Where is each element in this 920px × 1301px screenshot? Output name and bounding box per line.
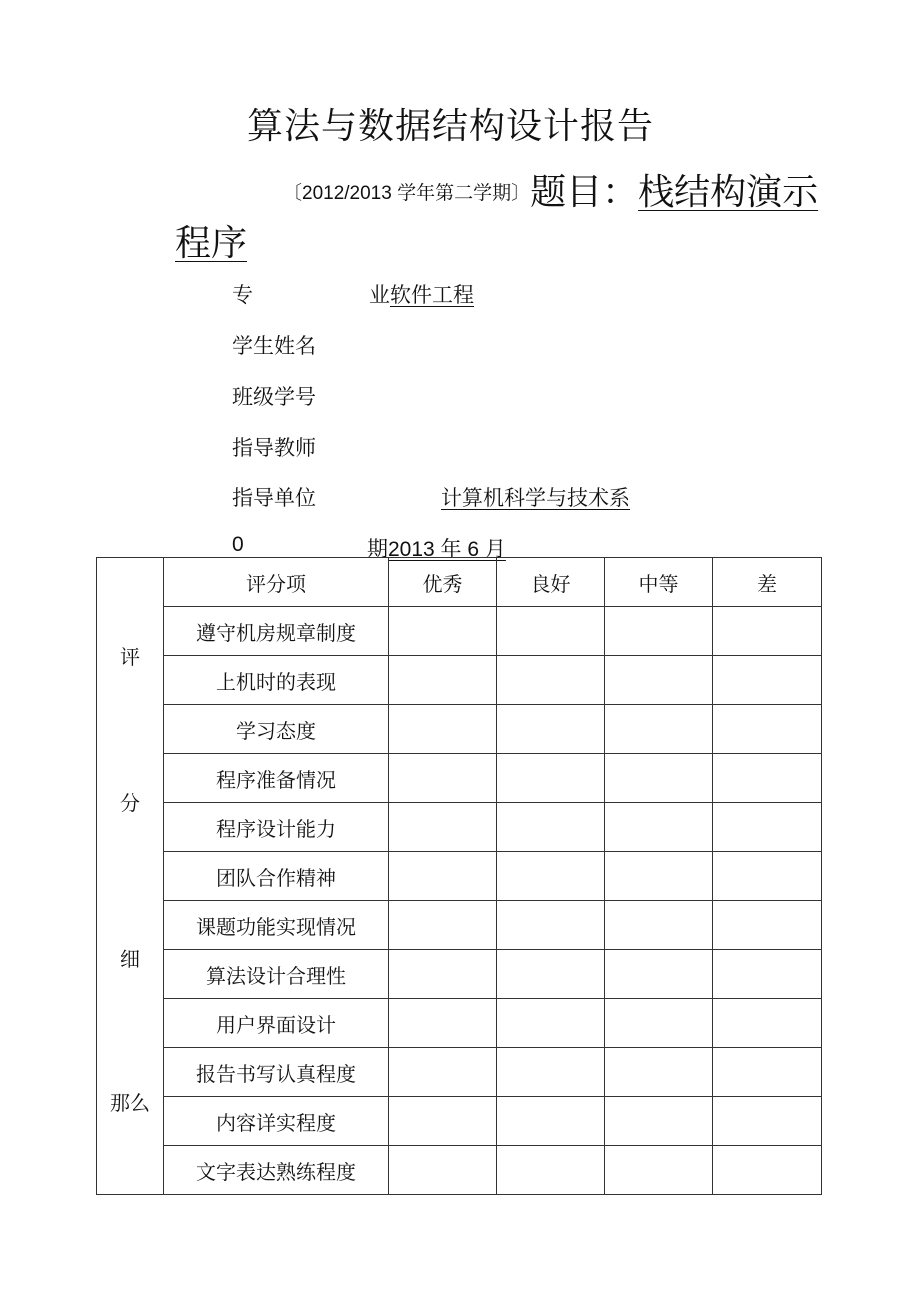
grade-cell-poor[interactable] [713,656,822,705]
grade-cell-medium[interactable] [605,950,713,999]
grade-cell-excellent[interactable] [389,950,497,999]
unit-label: 指导单位 [232,486,316,510]
header-cell-good: 良好 [497,558,605,607]
criterion-cell: 用户界面设计 [164,999,389,1048]
side-label-char: 分 [120,791,140,815]
table-row [97,852,822,901]
grade-cell-poor[interactable] [713,803,822,852]
grade-cell-good[interactable] [497,803,605,852]
criterion-cell: 学习态度 [164,705,389,754]
grade-cell-poor[interactable] [713,705,822,754]
table-row [97,705,822,754]
criterion-cell: 文字表达熟练程度 [164,1146,389,1195]
grade-cell-poor[interactable] [713,1097,822,1146]
grade-cell-good[interactable] [497,656,605,705]
date-value: 2013 年 6 月 [388,538,506,561]
advisor-label: 指导教师 [232,436,316,460]
criterion-cell: 程序设计能力 [164,803,389,852]
table-row [97,1048,822,1097]
major-label-b: 业 [369,283,390,307]
criterion-cell: 团队合作精神 [164,852,389,901]
grade-cell-medium[interactable] [605,1048,713,1097]
topic-value-continued: 程序 [175,223,248,264]
header-cell-medium: 中等 [605,558,713,607]
side-label-cell [97,558,164,1195]
student-name-label: 学生姓名 [232,334,316,358]
major-label-a: 专 [232,283,253,307]
grade-cell-good[interactable] [497,950,605,999]
grade-cell-medium[interactable] [605,901,713,950]
table-row [97,656,822,705]
grade-cell-good[interactable] [497,1097,605,1146]
criterion-cell: 报告书写认真程度 [164,1048,389,1097]
grade-cell-poor[interactable] [713,1146,822,1195]
table-row [97,754,822,803]
header-cell-excellent: 优秀 [389,558,497,607]
criterion-cell: 上机时的表现 [164,656,389,705]
grade-cell-good[interactable] [497,1048,605,1097]
grade-cell-good[interactable] [497,901,605,950]
side-label-char: 评 [120,645,140,669]
criterion-cell: 内容详实程度 [164,1097,389,1146]
table-row [97,901,822,950]
topic-label: 题目： [530,172,639,213]
grade-cell-poor[interactable] [713,754,822,803]
side-label-char: 那么 [110,1091,150,1115]
grade-cell-excellent[interactable] [389,1097,497,1146]
grade-cell-excellent[interactable] [389,901,497,950]
grade-cell-medium[interactable] [605,607,713,656]
major-value: 软件工程 [390,283,474,307]
side-label-char: 细 [120,947,140,971]
grade-cell-excellent[interactable] [389,705,497,754]
grade-cell-medium[interactable] [605,1146,713,1195]
academic-year: 〔2012/2013 学年第二学期〕 [283,183,531,204]
grade-cell-poor[interactable] [713,852,822,901]
grade-cell-excellent[interactable] [389,656,497,705]
grade-cell-medium[interactable] [605,656,713,705]
criterion-cell: 程序准备情况 [164,754,389,803]
report-title: 算法与数据结构设计报告 [247,106,655,147]
grade-cell-excellent[interactable] [389,999,497,1048]
criterion-cell: 课题功能实现情况 [164,901,389,950]
grade-cell-good[interactable] [497,754,605,803]
table-row [97,950,822,999]
topic-value: 栈结构演示 [638,172,819,213]
header-cell-item: 评分项 [164,558,389,607]
grade-cell-poor[interactable] [713,1048,822,1097]
unit-value: 计算机科学与技术系 [441,486,630,510]
grade-cell-poor[interactable] [713,607,822,656]
criterion-cell: 遵守机房规章制度 [164,607,389,656]
subtitle-line [283,164,818,215]
grade-cell-medium[interactable] [605,852,713,901]
grade-cell-excellent[interactable] [389,607,497,656]
grade-cell-medium[interactable] [605,754,713,803]
grade-cell-excellent[interactable] [389,754,497,803]
grade-cell-poor[interactable] [713,950,822,999]
grade-cell-excellent[interactable] [389,1048,497,1097]
grade-cell-medium[interactable] [605,803,713,852]
table-row [97,999,822,1048]
grade-cell-good[interactable] [497,705,605,754]
class-id-label: 班级学号 [232,385,316,409]
grade-cell-good[interactable] [497,999,605,1048]
table-row [97,1146,822,1195]
criterion-cell: 算法设计合理性 [164,950,389,999]
grade-cell-medium[interactable] [605,999,713,1048]
grade-cell-excellent[interactable] [389,1146,497,1195]
grade-cell-good[interactable] [497,1146,605,1195]
date-label-b: 期 [367,537,388,561]
grade-cell-good[interactable] [497,607,605,656]
table-header-row [97,558,822,607]
grade-cell-excellent[interactable] [389,803,497,852]
grade-cell-poor[interactable] [713,901,822,950]
header-cell-poor: 差 [713,558,822,607]
table-row [97,803,822,852]
grade-cell-poor[interactable] [713,999,822,1048]
grade-cell-excellent[interactable] [389,852,497,901]
table-row [97,1097,822,1146]
grading-table [96,557,822,1195]
grade-cell-medium[interactable] [605,1097,713,1146]
grade-cell-good[interactable] [497,852,605,901]
grading-table-body [97,558,822,1195]
major-row [369,279,474,309]
date-label-a: 0 [232,533,244,556]
grade-cell-medium[interactable] [605,705,713,754]
table-row [97,607,822,656]
